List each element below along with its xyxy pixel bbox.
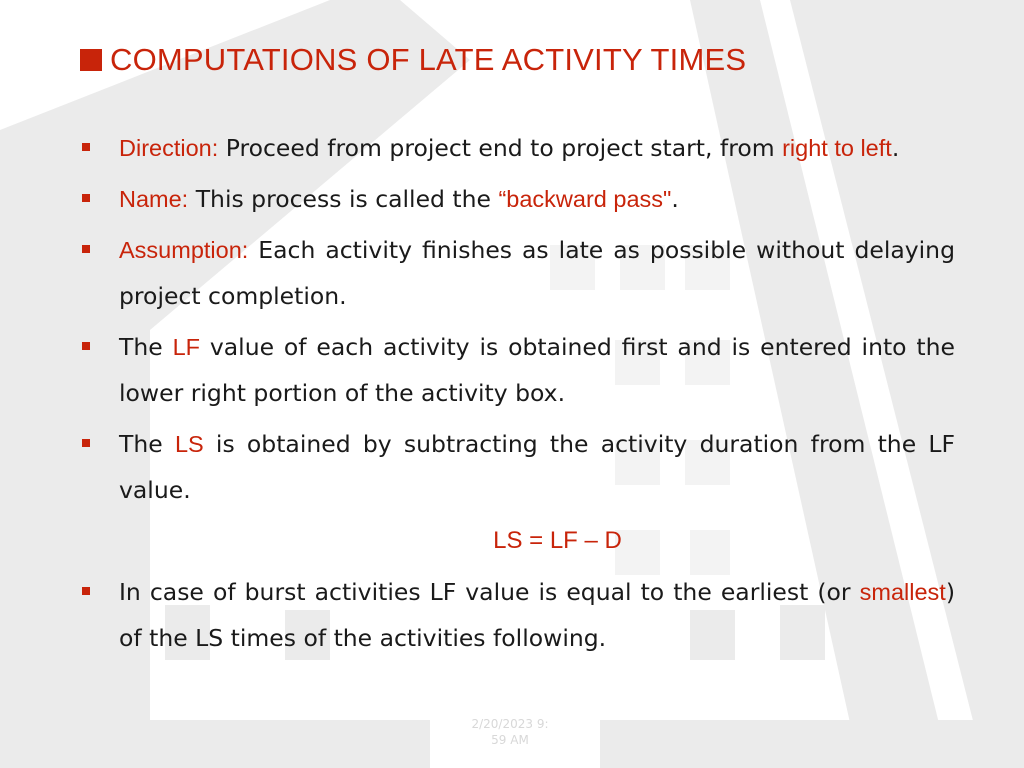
title-text: COMPUTATIONS OF LATE ACTIVITY TIMES: [110, 42, 747, 77]
direction-end: .: [891, 134, 900, 162]
lf-pre: The: [119, 333, 173, 361]
slide-title: [80, 40, 746, 80]
direction-highlight: right to left: [782, 135, 892, 161]
bullet-lf: [80, 324, 955, 416]
burst-text: In case of burst activities LF value is equal to the earliest (or: [119, 578, 860, 606]
direction-label: Direction:: [119, 135, 219, 161]
name-text: This process is called the: [188, 185, 499, 213]
footer-time-line: 59 AM: [491, 733, 529, 747]
ls-pre: The: [119, 430, 175, 458]
name-highlight: “backward pass": [498, 186, 672, 212]
assumption-label: Assumption:: [119, 237, 249, 263]
lf-highlight: LF: [172, 334, 201, 360]
assumption-text: Each activity finishes as late as possible without delaying project completion.: [119, 236, 955, 310]
bullet-burst: [80, 569, 955, 661]
name-end: .: [671, 185, 679, 213]
bullet-name: [80, 176, 955, 222]
ls-highlight: LS: [174, 431, 204, 457]
burst-highlight: smallest: [859, 579, 946, 605]
title-square-icon: [80, 49, 102, 71]
lf-text: value of each activity is obtained first and is entered into the lower right portion of the activity box.: [119, 333, 955, 407]
footer-date: [440, 716, 580, 748]
burst-end: ) of the LS times of the activities following.: [119, 578, 955, 652]
ls-text: is obtained by subtracting the activity duration from the LF value.: [119, 430, 955, 504]
name-label: Name:: [119, 186, 189, 212]
slide-content: [80, 125, 955, 666]
bullet-direction: [80, 125, 955, 171]
bullet-assumption: [80, 227, 955, 319]
bullet-ls: [80, 421, 955, 513]
footer-date-line: 2/20/2023 9:: [471, 717, 549, 731]
direction-text: Proceed from project end to project start, from: [218, 134, 783, 162]
formula: LS = LF – D: [493, 527, 622, 554]
